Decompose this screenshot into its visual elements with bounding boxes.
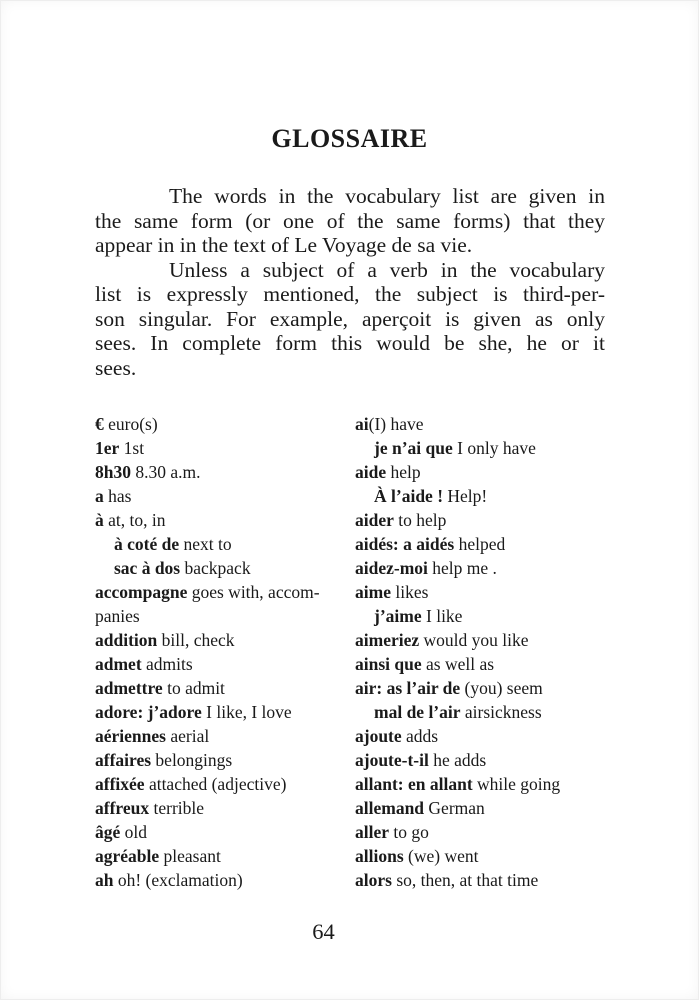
glossary-column-left (95, 412, 355, 892)
glossary-entry: 1er 1st (95, 438, 145, 458)
text-line: Unless a subject of a verb in the vocabulary (169, 257, 605, 282)
glossary-entry: adore: j’adore I like, I love (95, 702, 292, 722)
glossary-entry: aidés: a aidés helped (355, 534, 506, 554)
glossary-entry: aider to help (355, 510, 447, 530)
glossary-entry: admet admits (95, 654, 193, 674)
glossary-entry: aide help (355, 462, 421, 482)
glossary-entry: a has (95, 486, 132, 506)
glossary-entry: affaires belongings (95, 750, 233, 770)
glossary-entry: sac à dos backpack (114, 558, 251, 578)
glossary-entry: admettre to admit (95, 678, 225, 698)
glossary-entry: mal de l’air airsickness (374, 702, 542, 722)
glossary-entry: à coté de next to (114, 534, 232, 554)
glossary-entry: ai(I) have (355, 414, 424, 434)
glossary-entry: addition bill, check (95, 630, 235, 650)
glossary-entry: je n’ai que I only have (374, 438, 536, 458)
intro-paragraph-2 (95, 258, 605, 381)
intro-text (95, 184, 605, 380)
text-line: The words in the vocabulary list are given in (169, 184, 605, 208)
glossary-entry: aimeriez would you like (355, 630, 529, 650)
glossary-entry: aidez-moi help me . (355, 558, 497, 578)
glossary-entry: allemand German (355, 798, 485, 818)
glossary-entry: aller to go (355, 822, 429, 842)
glossary-entry: aériennes aerial (95, 726, 210, 746)
glossary-entry: alors so, then, at that time (355, 870, 539, 890)
glossary-entry: panies (95, 606, 140, 626)
glossary-entry: ajoute adds (355, 726, 439, 746)
page-number: 64 (312, 919, 335, 944)
glossary-entry: ainsi que as well as (355, 654, 495, 674)
glossary-entry: air: as l’air de (you) seem (355, 678, 543, 698)
glossary-entry: agréable pleasant (95, 846, 221, 866)
glossary-list (95, 412, 615, 892)
glossary-entry: âgé old (95, 822, 148, 842)
text-line: sees. (95, 355, 137, 380)
glossary-entry: 8h30 8.30 a.m. (95, 462, 201, 482)
page-title: GLOSSAIRE (271, 124, 428, 153)
text-line: appear in in the text of Le Voyage de sa vie. (95, 233, 473, 257)
text-line: list is expressly mentioned, the subject is third-per- (95, 282, 605, 306)
text-line: son singular. For example, aperçoit is given as only (95, 306, 605, 331)
text-line: the same form (or one of the same forms) that they (95, 208, 605, 233)
glossary-entry: ah oh! (exclamation) (95, 870, 243, 890)
glossary-entry: affixée attached (adjective) (95, 774, 287, 794)
glossary-entry: affreux terrible (95, 798, 205, 818)
glossary-column-right (355, 412, 615, 892)
glossary-entry: allions (we) went (355, 846, 479, 866)
text-line: sees. In complete form this would be she, he or it (95, 331, 605, 355)
glossary-entry: À l’aide ! Help! (374, 486, 488, 506)
glossary-entry: j’aime I like (374, 606, 463, 626)
glossary-entry: aime likes (355, 582, 429, 602)
glossary-entry: allant: en allant while going (355, 774, 561, 794)
glossary-entry: € euro(s) (95, 414, 158, 434)
glossary-entry: à at, to, in (95, 510, 166, 530)
glossary-entry: accompagne goes with, accom- (95, 582, 320, 602)
intro-paragraph-1 (95, 184, 605, 258)
glossary-entry: ajoute-t-il he adds (355, 750, 487, 770)
